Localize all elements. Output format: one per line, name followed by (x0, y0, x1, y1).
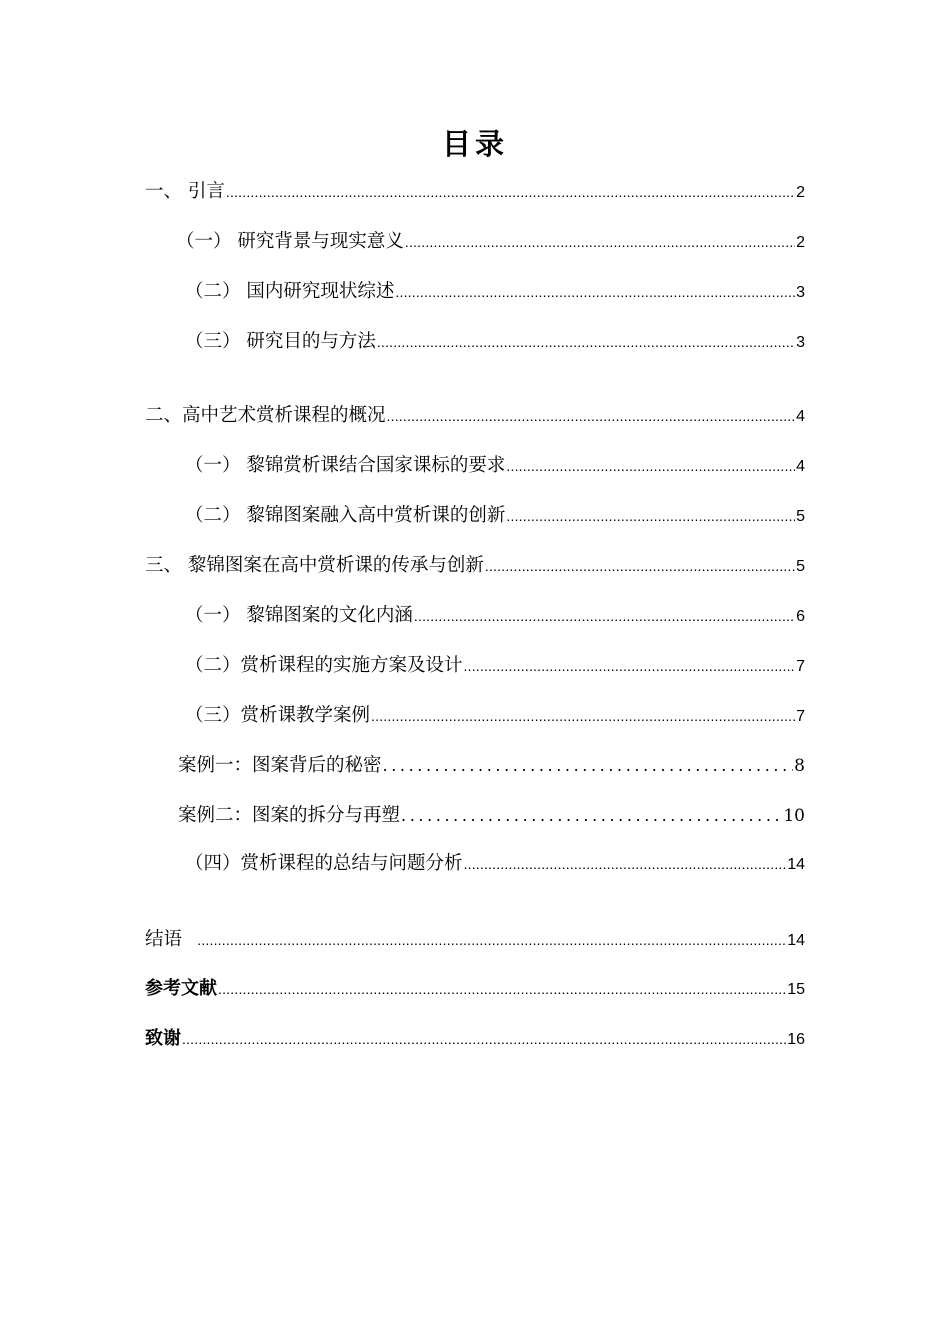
toc-entry-label: （四）赏析课程的总结与问题分析 (185, 853, 463, 874)
toc-entry-innovation[interactable] (185, 501, 805, 529)
toc-entry-page: 3 (796, 284, 805, 301)
toc-entry-page: 14 (787, 932, 805, 949)
dot-leader (401, 806, 782, 825)
toc-entry-introduction[interactable] (145, 177, 805, 205)
toc-entry-label: （二）赏析课程的实施方案及设计 (185, 655, 463, 676)
dot-leader (405, 234, 795, 250)
toc-entry-page: 15 (787, 981, 805, 998)
toc-entry-label: （一） 黎锦图案的文化内涵 (185, 605, 413, 626)
toc-entry-teaching-cases[interactable] (185, 701, 805, 729)
toc-entry-implementation[interactable] (185, 651, 805, 679)
toc-entry-page: 8 (794, 756, 805, 776)
toc-entry-case-one[interactable] (178, 751, 805, 779)
toc-entry-page: 10 (783, 806, 805, 826)
toc-entry-label: （二） 黎锦图案融入高中赏析课的创新 (185, 505, 506, 526)
toc-entry-page: 7 (796, 708, 805, 725)
toc-entry-label: （三）赏析课教学案例 (185, 705, 371, 726)
dot-leader (371, 708, 795, 724)
toc-entry-inheritance[interactable] (145, 551, 805, 579)
dot-leader (485, 558, 795, 574)
toc-entry-label: 三、 黎锦图案在高中赏析课的传承与创新 (145, 555, 484, 576)
toc-entry-page: 7 (796, 658, 805, 675)
toc-entry-label: 一、 引言 (145, 181, 225, 202)
dot-leader (395, 284, 795, 300)
toc-entry-page: 5 (796, 558, 805, 575)
toc-entry-curriculum-standards[interactable] (185, 451, 805, 479)
toc-entry-label: 参考文献 (145, 978, 217, 999)
toc-entry-label: 结语 (145, 929, 183, 950)
dot-leader (377, 334, 795, 350)
toc-entry-page: 5 (796, 508, 805, 525)
toc-entry-label: 二、高中艺术赏析课程的概况 (145, 405, 386, 426)
toc-entry-label: （三） 研究目的与方法 (185, 331, 376, 352)
toc-entry-page: 4 (796, 458, 805, 475)
toc-entry-page: 2 (796, 234, 805, 251)
toc-entry-conclusion[interactable] (145, 925, 805, 953)
toc-entry-label: （一） 研究背景与现实意义 (176, 231, 404, 252)
dot-leader (506, 508, 795, 524)
dot-leader (506, 458, 795, 474)
dot-leader (464, 856, 787, 872)
toc-entry-page: 6 (796, 608, 805, 625)
toc-entry-research-purpose[interactable] (185, 327, 805, 355)
dot-leader (383, 756, 794, 775)
toc-entry-page: 14 (787, 856, 805, 873)
dot-leader (414, 608, 795, 624)
dot-leader (218, 981, 786, 997)
toc-entry-domestic-research[interactable] (185, 277, 805, 305)
toc-entry-label: 案例一：图案背后的秘密 (178, 755, 382, 776)
toc-entry-course-overview[interactable] (145, 401, 805, 429)
dot-leader (182, 1031, 786, 1047)
dot-leader (464, 658, 796, 674)
toc-entry-page: 4 (796, 408, 805, 425)
toc-entry-label: （二） 国内研究现状综述 (185, 281, 395, 302)
toc-title: 目录 (441, 127, 508, 161)
toc-entry-label: 致谢 (145, 1028, 181, 1049)
toc-entry-page: 2 (796, 184, 805, 201)
toc-entry-acknowledgements[interactable] (145, 1024, 805, 1052)
toc-entry-references[interactable] (145, 974, 805, 1002)
toc-entry-label: （一） 黎锦赏析课结合国家课标的要求 (185, 455, 506, 476)
toc-entry-cultural-meaning[interactable] (185, 601, 805, 629)
toc-entry-page: 16 (787, 1031, 805, 1048)
toc-entry-summary-analysis[interactable] (185, 849, 805, 877)
toc-entry-page: 3 (796, 334, 805, 351)
toc-entry-label: 案例二：图案的拆分与再塑 (178, 805, 401, 826)
toc-entry-case-two[interactable] (178, 801, 805, 829)
dot-leader (387, 408, 796, 424)
dot-leader (197, 932, 786, 948)
dot-leader (226, 184, 795, 200)
toc-entry-research-background[interactable] (176, 227, 805, 255)
